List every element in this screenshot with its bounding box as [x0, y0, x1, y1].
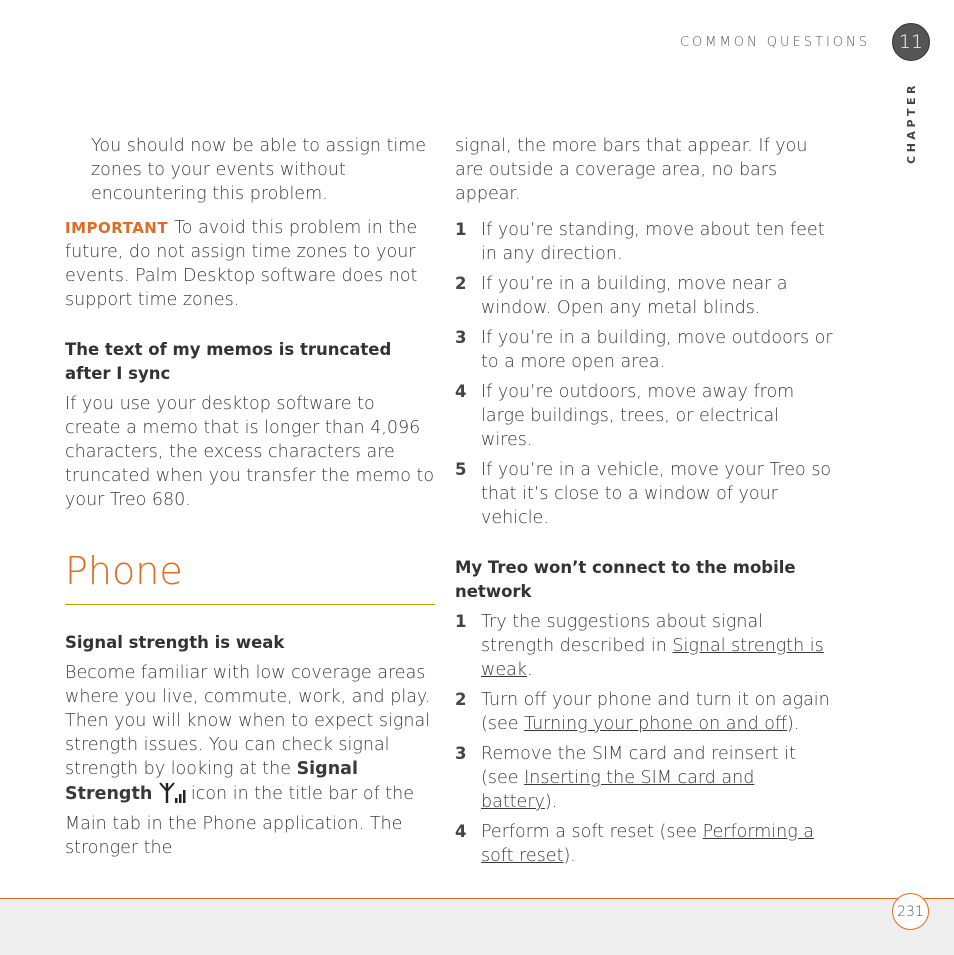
right-column: [455, 134, 835, 874]
list-item: [455, 688, 835, 736]
step-text-before: Turn off your phone and turn it on again (see: [481, 690, 830, 734]
step-text: [481, 610, 835, 682]
list-item: [455, 820, 835, 868]
important-note: [65, 216, 435, 312]
list-item: [455, 458, 835, 530]
step-text-after: ).: [563, 846, 576, 866]
step-text: If you’re in a vehicle, move your Treo so that it’s close to a window of your vehicle.: [481, 460, 832, 528]
list-item: [455, 380, 835, 452]
step-text: [481, 820, 835, 868]
step-text-after: .: [526, 660, 533, 680]
step-number: 3: [455, 744, 467, 763]
step-number: 2: [455, 690, 467, 709]
important-text: To avoid this problem in the future, do not assign time zones to your events. Palm Desktop software does not support time zones.: [65, 218, 418, 310]
step-number: 5: [455, 460, 467, 479]
step-text: [481, 688, 835, 736]
list-item: [455, 272, 835, 320]
section-title-phone: Phone: [65, 546, 435, 605]
link-soft-reset[interactable]: Performing a soft reset: [481, 822, 815, 866]
step-text-after: ).: [787, 714, 800, 734]
list-item: [455, 610, 835, 682]
important-label: IMPORTANT: [65, 219, 169, 237]
chapter-label: CHAPTER: [905, 82, 918, 164]
link-turning-phone-on-off[interactable]: Turning your phone on and off: [524, 714, 788, 734]
step-text: If you’re standing, move about ten feet in any direction.: [481, 220, 825, 264]
step-text: [481, 742, 835, 814]
header-title: COMMON QUESTIONS: [679, 35, 870, 50]
step-text-before: Remove the SIM card and reinsert it (see: [481, 744, 796, 788]
memo-heading: The text of my memos is truncated after I sync: [65, 340, 392, 383]
step-number: 3: [455, 328, 467, 347]
signal-paragraph: [65, 661, 435, 860]
intro-paragraph: You should now be able to assign time zones to your events without encountering this problem.: [91, 136, 427, 204]
step-number: 4: [455, 382, 467, 401]
footer-band: [0, 898, 954, 955]
step-number: 4: [455, 822, 467, 841]
signal-text-start: Become familiar with low coverage areas where you live, commute, work, and play. Then you will know when to expect signal strength issues. You can check signal strength by looking at the: [65, 663, 431, 779]
memo-paragraph: If you use your desktop software to create a memo that is longer than 4,096 characters, the excess characters are truncated when you transfer the memo to your Treo 680.: [65, 394, 435, 510]
left-column: [65, 134, 435, 870]
signal-steps-list: [455, 218, 835, 530]
signal-heading: Signal strength is weak: [65, 633, 285, 652]
network-heading: My Treo won’t connect to the mobile network: [455, 558, 796, 601]
list-item: [455, 218, 835, 266]
step-number: 2: [455, 274, 467, 293]
signal-strength-bold: Signal Strength: [65, 759, 358, 804]
chapter-number-badge: 11: [892, 23, 930, 61]
list-item: [455, 326, 835, 374]
link-inserting-sim[interactable]: Inserting the SIM card and battery: [481, 768, 755, 812]
step-number: 1: [455, 612, 467, 631]
link-signal-strength[interactable]: Signal strength is weak: [481, 636, 824, 680]
signal-text-end: icon in the title bar of the Main tab in the Phone application. The stronger the: [65, 784, 415, 858]
step-text: If you’re in a building, move near a window. Open any metal blinds.: [481, 274, 788, 318]
continued-paragraph: signal, the more bars that appear. If you are outside a coverage area, no bars appear.: [455, 136, 808, 204]
network-steps-list: [455, 610, 835, 868]
step-text: If you’re in a building, move outdoors or to a more open area.: [481, 328, 833, 372]
step-text-after: ).: [544, 792, 558, 812]
step-text: If you’re outdoors, move away from large buildings, trees, or electrical wires.: [481, 382, 795, 450]
page-number-badge: 231: [892, 893, 929, 930]
step-text-before: Try the suggestions about signal strength described in: [481, 612, 764, 656]
step-text-before: Perform a soft reset (see: [481, 822, 698, 842]
signal-strength-icon: [158, 781, 188, 812]
list-item: [455, 742, 835, 814]
step-number: 1: [455, 220, 467, 239]
